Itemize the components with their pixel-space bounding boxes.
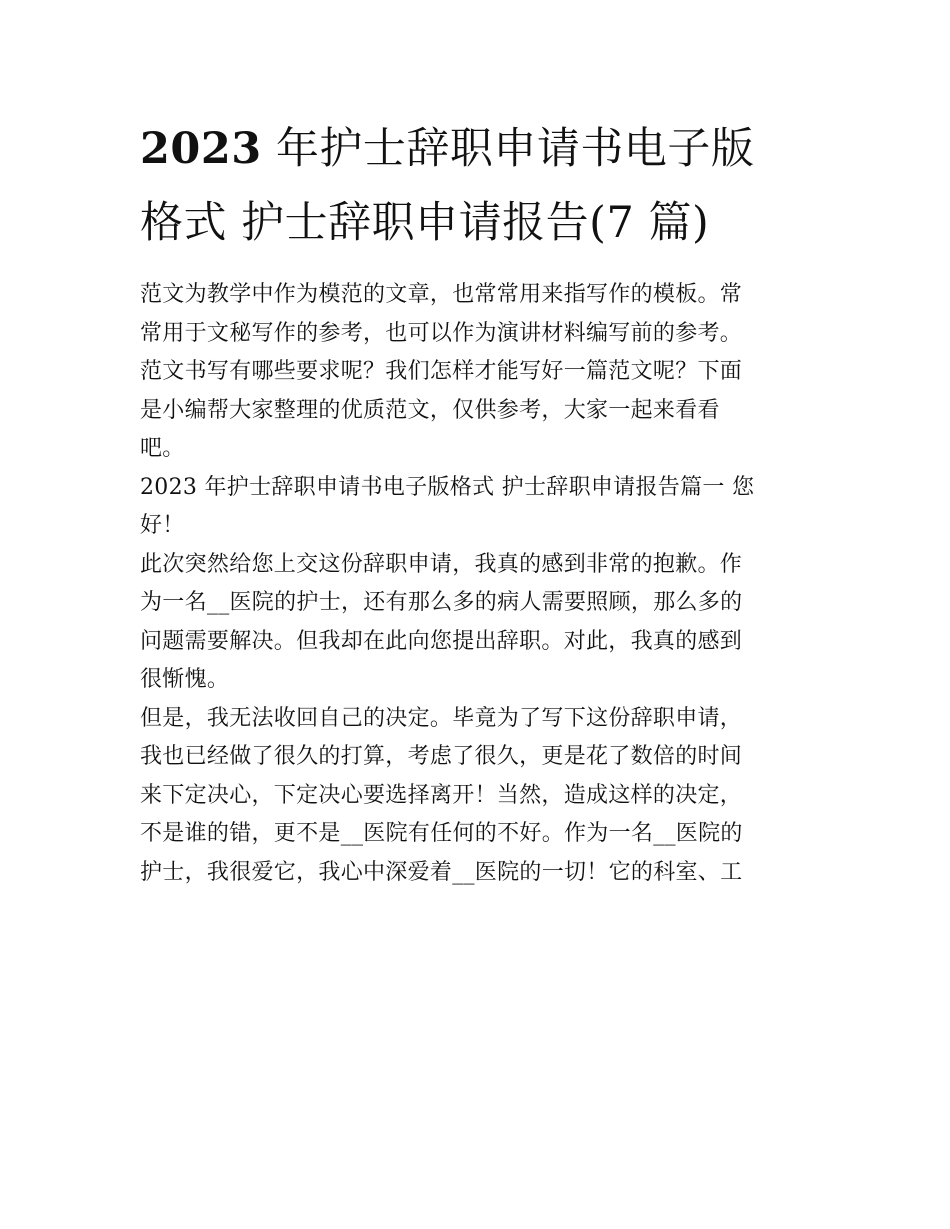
document-title bbox=[140, 112, 812, 260]
text-line: 此次突然给您上交这份辞职申请，我真的感到非常的抱歉。作 bbox=[140, 551, 743, 577]
text-line: 是小编帮大家整理的优质范文，仅供参考，大家一起来看看 bbox=[140, 397, 720, 423]
text-line: 范文为教学中作为模范的文章，也常常用来指写作的模板。常 bbox=[140, 282, 743, 307]
body-paragraph bbox=[140, 700, 812, 893]
text-line: 常用于文秘写作的参考，也可以作为演讲材料编写前的参考。 bbox=[140, 320, 743, 346]
text-line: 好！ bbox=[140, 513, 185, 538]
text-line: 为一名__医院的护士，还有那么多的病人需要照顾，那么多的 bbox=[140, 590, 743, 615]
text-line: 2023 年护士辞职申请书电子版格式 护士辞职申请报告篇一 您 bbox=[140, 474, 755, 500]
text-line: 不是谁的错，更不是__医院有任何的不好。作为一名__医院的 bbox=[140, 821, 743, 846]
text-line: 护士，我很爱它，我心中深爱着__医院的一切！它的科室、工 bbox=[140, 859, 743, 885]
intro-paragraph bbox=[140, 276, 812, 469]
text-line: 但是，我无法收回自己的决定。毕竟为了写下这份辞职申请， bbox=[140, 705, 743, 731]
text-line: 很惭愧。 bbox=[140, 667, 230, 692]
text-line: 范文书写有哪些要求呢？我们怎样才能写好一篇范文呢？下面 bbox=[140, 359, 743, 384]
title-line: 格式 护士辞职申请报告(7 篇) bbox=[140, 198, 710, 248]
text-line: 吧。 bbox=[140, 436, 185, 461]
text-line: 问题需要解决。但我却在此向您提出辞职。对此，我真的感到 bbox=[140, 628, 743, 654]
title-year: 2023 bbox=[140, 124, 262, 174]
body-paragraph bbox=[140, 546, 812, 700]
section-heading-paragraph bbox=[140, 469, 812, 546]
text-line: 来下定决心，下定决心要选择离开！当然，造成这样的决定， bbox=[140, 782, 743, 808]
title-line: 2023 年护士辞职申请书电子版 bbox=[140, 124, 755, 174]
text-line: 我也已经做了很久的打算，考虑了很久，更是花了数倍的时间 bbox=[140, 744, 743, 769]
document-content bbox=[140, 112, 812, 892]
